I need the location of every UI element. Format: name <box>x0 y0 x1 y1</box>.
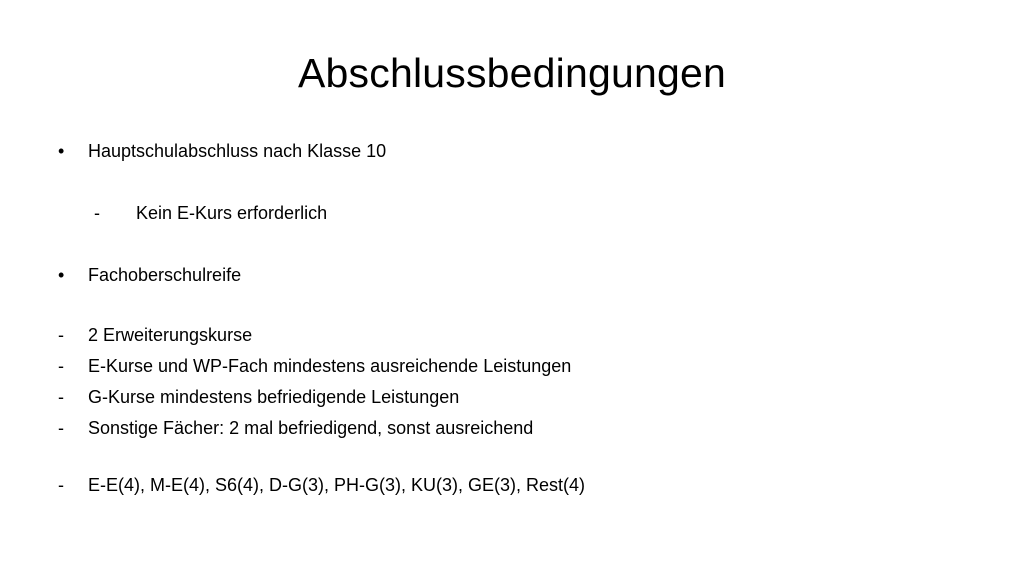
dash-marker: - <box>58 387 64 407</box>
dash-marker: - <box>58 356 64 376</box>
list-item-text: G-Kurse mindestens befriedigende Leistungen <box>88 387 460 407</box>
bullet-marker: • <box>58 265 65 285</box>
list-item-text: E-E(4), M-E(4), S6(4), D-G(3), PH-G(3), KU(3), GE(3), Rest(4) <box>88 475 586 495</box>
dash-marker: - <box>58 325 64 345</box>
list-item-text: E-Kurse und WP-Fach mindestens ausreichende Leistungen <box>88 356 572 376</box>
list-item-text: Sonstige Fächer: 2 mal befriedigend, sonst ausreichend <box>88 418 534 438</box>
dash-marker: - <box>58 418 64 438</box>
dash-marker: - <box>58 475 64 495</box>
dash-marker: - <box>94 203 100 223</box>
list-item-text: Kein E-Kurs erforderlich <box>136 203 328 223</box>
slide-title: Abschlussbedingungen <box>298 50 726 96</box>
list-item-text: Fachoberschulreife <box>88 265 242 285</box>
list-item-text: 2 Erweiterungskurse <box>88 325 253 345</box>
bullet-marker: • <box>58 141 65 161</box>
list-item-text: Hauptschulabschluss nach Klasse 10 <box>88 141 387 161</box>
